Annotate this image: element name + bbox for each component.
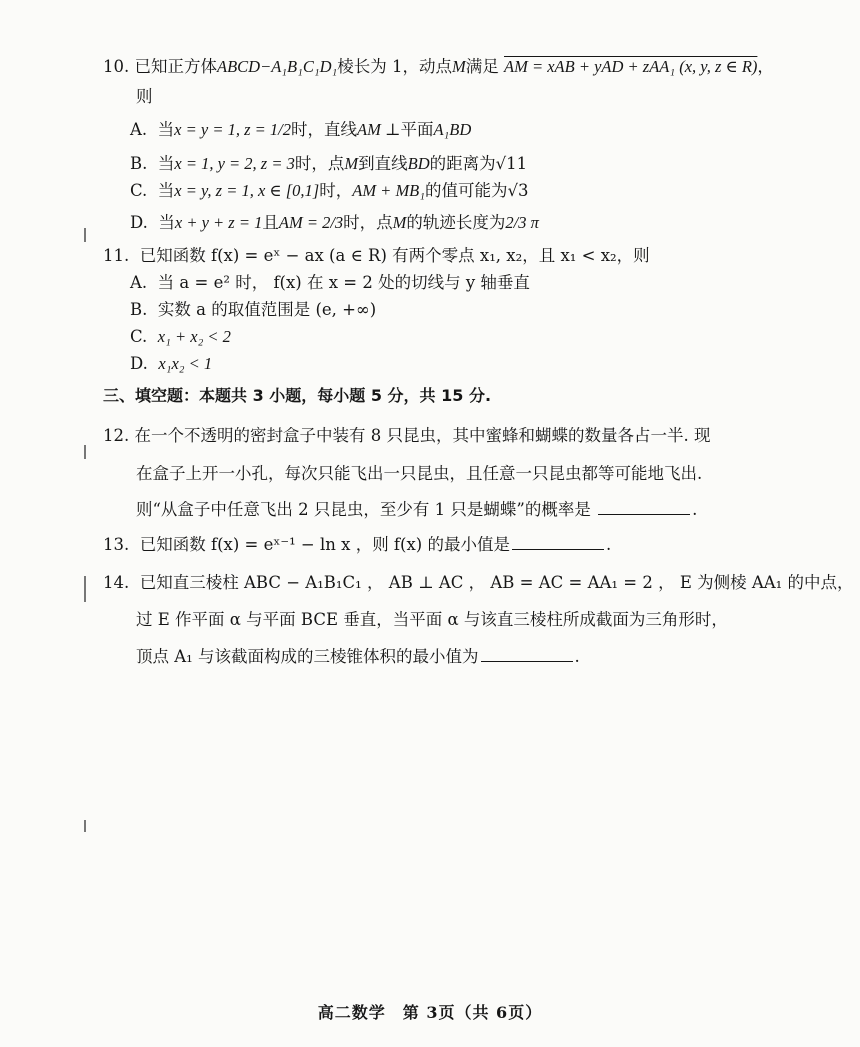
- q10d-condition: x + y + z = 1: [174, 213, 263, 232]
- q10a-plane: A₁BD: [433, 120, 472, 139]
- q11-stem: [103, 245, 650, 267]
- q10b-point-m: M: [344, 154, 359, 173]
- q10-option-a: [130, 119, 471, 141]
- margin-mark: [84, 576, 86, 602]
- q12-text1: 在一个不透明的密封盒子中装有 8 只昆虫，其中蜜蜂和蝴蝶的数量各占一半. 现: [134, 426, 711, 445]
- option-text: 当 a = e² 时， f(x) 在 x = 2 处的切线与 y 轴垂直: [157, 273, 530, 292]
- option-label: A.: [130, 273, 148, 292]
- q13: [103, 534, 611, 556]
- q12-line3: [136, 499, 697, 521]
- margin-mark: [84, 228, 86, 242]
- margin-mark: [84, 820, 86, 832]
- margin-mark: [84, 445, 86, 459]
- q14-text3: 顶点 A₁ 与该截面构成的三棱锥体积的最小值为: [136, 647, 479, 666]
- q10-stem-end: ，: [757, 57, 774, 76]
- answer-blank[interactable]: [481, 647, 573, 662]
- q10b-line: BD: [407, 154, 430, 173]
- option-text: 时，: [319, 181, 353, 200]
- q10b-value: √11: [495, 154, 528, 173]
- option-label: C.: [130, 327, 148, 346]
- option-text: 时，点: [294, 154, 345, 173]
- option-text: 的值可能为: [425, 181, 508, 200]
- q10c-value: √3: [507, 181, 529, 200]
- q10a-condition: x = y = 1, z = 1/2: [174, 120, 291, 139]
- answer-blank[interactable]: [512, 535, 604, 550]
- option-text: 时，点: [343, 213, 393, 232]
- q10c-condition: x = y, z = 1, x ∈ [0,1]: [174, 181, 320, 200]
- option-text: 的轨迹长度为: [406, 213, 506, 232]
- q12-line2: 在盒子上开一小孔，每次只能飞出一只昆虫，且任意一只昆虫都等可能地飞出.: [136, 464, 703, 483]
- q11-option-d: [130, 353, 212, 375]
- q10c-expression: AM + MB₁: [352, 181, 426, 200]
- option-label: C.: [130, 181, 148, 200]
- option-text: 当: [158, 213, 175, 232]
- q10-option-d: [130, 212, 539, 234]
- option-text: x₁ + x₂ < 2: [157, 327, 231, 346]
- q10-point-m: M: [452, 57, 466, 76]
- q11-number: 11.: [103, 246, 130, 265]
- q14-text1: 已知直三棱柱 ABC − A₁B₁C₁ ， AB ⊥ AC ， AB = AC = AA₁ = 2 ， E 为侧棱 AA₁ 的中点，: [139, 573, 854, 592]
- option-label: A.: [130, 120, 148, 139]
- page-footer: 高二数学 第 3页（共 6页）: [317, 1003, 543, 1022]
- option-text: 的距离为: [429, 154, 496, 173]
- q10d-expression: AM = 2/3: [278, 213, 344, 232]
- option-text: 当: [157, 154, 175, 173]
- q10d-value: 2/3 π: [505, 213, 539, 232]
- option-text: 且: [262, 213, 279, 232]
- q11-option-a: [130, 272, 530, 294]
- q13-number: 13.: [103, 535, 130, 554]
- q11-stem-text: 已知函数 f(x) = eˣ − ax (a ∈ R) 有两个零点 x₁, x₂，且 x₁ < x₂，则: [139, 246, 650, 265]
- q10a-relation: AM ⊥: [356, 120, 401, 139]
- q10-stem-text3: 满足: [465, 57, 499, 76]
- option-label: B.: [130, 300, 148, 319]
- section-heading: 三、填空题：本题共 3 小题，每小题 5 分，共 15 分.: [103, 386, 492, 405]
- q10-option-b: [130, 153, 527, 175]
- q10-stem-text2: 棱长为 1，动点: [337, 57, 452, 76]
- option-label: D.: [130, 354, 148, 373]
- q10-cube: ABCD−A₁B₁C₁D₁: [217, 57, 338, 76]
- q12-text3: 则“从盒子中任意飞出 2 只昆虫，至少有 1 只是蝴蝶”的概率是: [136, 500, 591, 519]
- q13-text: 已知函数 f(x) = eˣ⁻¹ − ln x ，则 f(x) 的最小值是: [139, 535, 510, 554]
- q13-end: .: [605, 535, 612, 554]
- option-text: 到直线: [358, 154, 408, 173]
- option-text: 平面: [400, 120, 434, 139]
- option-text: 当: [157, 181, 175, 200]
- option-text: x₁x₂ < 1: [158, 354, 213, 373]
- q12-number: 12.: [103, 426, 130, 445]
- q14-line3: [136, 646, 580, 668]
- q10-stem-text1: 已知正方体: [134, 57, 217, 76]
- option-text: 实数 a 的取值范围是 (e, +∞): [157, 300, 377, 319]
- q10-vector-formula: AM = xAB + yAD + zAA₁ (x, y, z ∈ R): [504, 57, 758, 76]
- q10-option-c: [130, 180, 529, 202]
- q12-end: .: [692, 500, 698, 519]
- q14-line2: 过 E 作平面 α 与平面 BCE 垂直，当平面 α 与该直三棱柱所成截面为三角形时，: [136, 610, 728, 629]
- option-label: D.: [130, 213, 148, 232]
- option-text: 当: [157, 120, 175, 139]
- q11-option-b: [130, 299, 376, 321]
- q10-number: 10.: [103, 57, 130, 76]
- q10-then: 则: [136, 87, 153, 106]
- option-text: 时，直线: [290, 120, 357, 139]
- q10d-point-m: M: [392, 213, 407, 232]
- q10-stem: [103, 56, 774, 78]
- q12-line1: [103, 425, 710, 447]
- q14-end: .: [574, 647, 580, 666]
- option-label: B.: [130, 154, 148, 173]
- answer-blank[interactable]: [598, 500, 690, 515]
- q14-number: 14.: [103, 573, 130, 592]
- q10b-condition: x = 1, y = 2, z = 3: [174, 154, 295, 173]
- q11-option-c: [130, 326, 231, 348]
- q14-line1: [103, 572, 854, 594]
